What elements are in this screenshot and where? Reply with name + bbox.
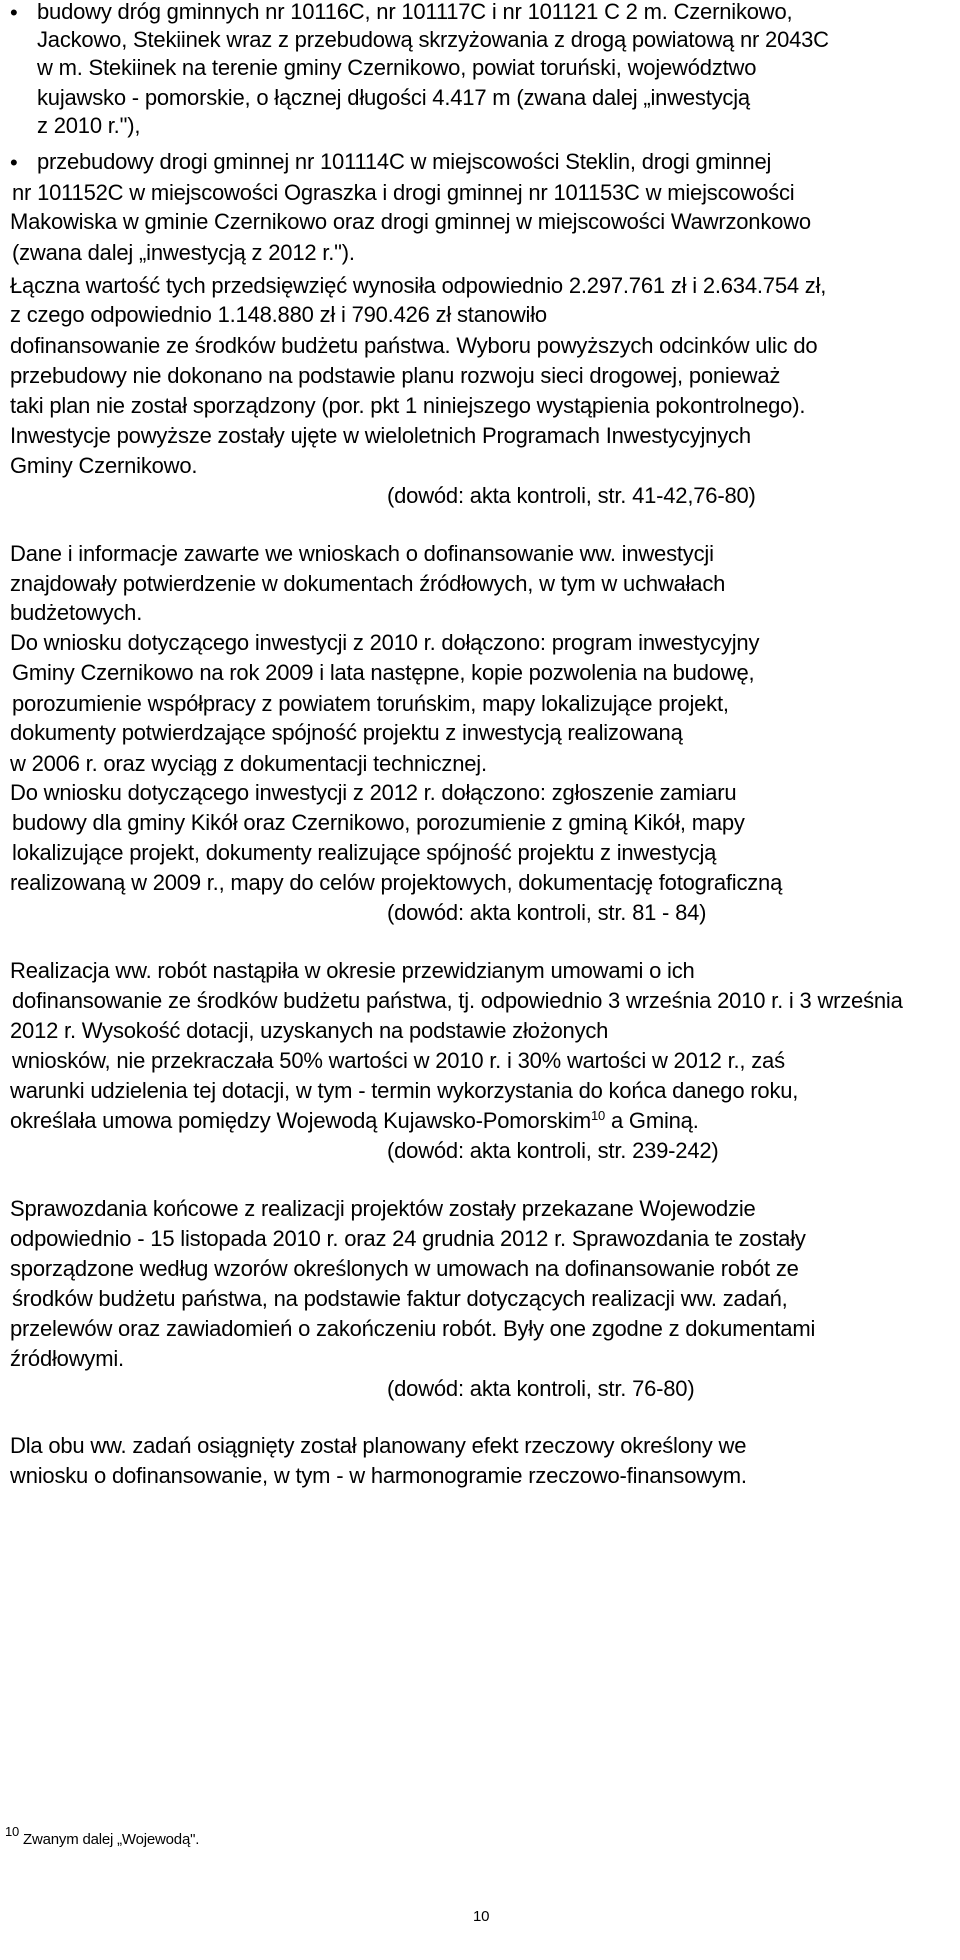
para2-line: Do wniosku dotyczącego inwestycji z 2010 r. dołączono: program inwestycyjny — [10, 630, 760, 655]
para4-line: sporządzone według wzorów określonych w umowach na dofinansowanie robót ze — [10, 1256, 799, 1281]
bullet2-line: Makowiska w gminie Czernikowo oraz drogi gminnej w miejscowości Wawrzonkowo — [10, 209, 811, 234]
para2-line: w 2006 r. oraz wyciąg z dokumentacji technicznej. — [10, 751, 487, 776]
evidence-reference: (dowód: akta kontroli, str. 41-42,76-80) — [387, 483, 756, 508]
footnote — [5, 1824, 200, 1849]
para1-line: z czego odpowiednio 1.148.880 zł i 790.426 zł stanowiło — [10, 302, 547, 327]
para2-line: Dane i informacje zawarte we wnioskach o dofinansowanie ww. inwestycji — [10, 541, 714, 566]
bullet2-line: przebudowy drogi gminnej nr 101114C w miejscowości Steklin, drogi gminnej — [37, 149, 772, 174]
bullet1-line: budowy dróg gminnych nr 10116C, nr 101117C i nr 101121 C 2 m. Czernikowo, — [37, 0, 793, 24]
footnote-number: 10 — [5, 1824, 20, 1839]
para1-line: Łączna wartość tych przedsięwzięć wynosiła odpowiednio 2.297.761 zł i 2.634.754 zł, — [10, 273, 827, 298]
para1-line: Gminy Czernikowo. — [10, 453, 198, 478]
para2-line: budowy dla gminy Kikół oraz Czernikowo, porozumienie z gminą Kikół, mapy — [12, 810, 745, 835]
bullet1-line: Jackowo, Stekiinek wraz z przebudową skrzyżowania z drogą powiatową nr 2043C — [37, 27, 829, 52]
para3-line: 2012 r. Wysokość dotacji, uzyskanych na podstawie złożonych — [10, 1018, 609, 1043]
footnote-text: Zwanym dalej „Wojewodą". — [19, 1831, 200, 1848]
para2-line: lokalizujące projekt, dokumenty realizujące spójność projektu z inwestycją — [12, 840, 717, 865]
para2-line: Gminy Czernikowo na rok 2009 i lata następne, kopie pozwolenia na budowę, — [12, 660, 755, 685]
para4-line: odpowiednio - 15 listopada 2010 r. oraz 24 grudnia 2012 r. Sprawozdania te zostały — [10, 1226, 806, 1251]
para4-line: przelewów oraz zawiadomień o zakończeniu robót. Były one zgodne z dokumentami — [10, 1316, 816, 1341]
para3-line: dofinansowanie ze środków budżetu państwa, tj. odpowiednio 3 września 2010 r. i 3 września — [12, 988, 903, 1013]
page-number: 10 — [473, 1908, 490, 1925]
para5-line: Dla obu ww. zadań osiągnięty został planowany efekt rzeczowy określony we — [10, 1433, 747, 1458]
bullet1-line: kujawsko - pomorskie, o łącznej długości 4.417 m (zwana dalej „inwestycją — [37, 85, 750, 110]
footnote-reference[interactable]: 10 — [590, 1108, 606, 1123]
para2-line: budżetowych. — [10, 600, 143, 625]
evidence-reference: (dowód: akta kontroli, str. 239-242) — [387, 1138, 719, 1163]
para5-line: wniosku o dofinansowanie, w tym - w harmonogramie rzeczowo-finansowym. — [10, 1463, 747, 1488]
para3-line: Realizacja ww. robót nastąpiła w okresie przewidzianym umowami o ich — [10, 958, 695, 983]
para2-line: znajdowały potwierdzenie w dokumentach źródłowych, w tym w uchwałach — [10, 571, 726, 596]
bullet1-line: w m. Stekiinek na terenie gminy Czernikowo, powiat toruński, województwo — [37, 55, 757, 80]
para1-line: taki plan nie został sporządzony (por. pkt 1 niniejszego wystąpienia pokontrolnego). — [10, 393, 806, 418]
bullet-marker: • — [10, 150, 18, 175]
bullet2-line: nr 101152C w miejscowości Ograszka i drogi gminnej nr 101153C w miejscowości — [12, 180, 795, 205]
para4-line: środków budżetu państwa, na podstawie faktur dotyczących realizacji ww. zadań, — [12, 1286, 788, 1311]
para2-line: Do wniosku dotyczącego inwestycji z 2012 r. dołączono: zgłoszenie zamiaru — [10, 780, 737, 805]
para1-line: przebudowy nie dokonano na podstawie planu rozwoju sieci drogowej, ponieważ — [10, 363, 781, 388]
evidence-reference: (dowód: akta kontroli, str. 81 - 84) — [387, 900, 707, 925]
para3-line: wniosków, nie przekraczała 50% wartości w 2010 r. i 30% wartości w 2012 r., zaś — [12, 1048, 785, 1073]
para4-line: Sprawozdania końcowe z realizacji projektów zostały przekazane Wojewodzie — [10, 1196, 756, 1221]
bullet-marker: • — [10, 0, 18, 25]
para1-line: dofinansowanie ze środków budżetu państwa. Wyboru powyższych odcinków ulic do — [10, 333, 818, 358]
para2-line: dokumenty potwierdzające spójność projektu z inwestycją realizowaną — [10, 720, 683, 745]
bullet1-line: z 2010 r."), — [37, 113, 141, 138]
para3-line — [10, 1109, 699, 1133]
bullet2-line: (zwana dalej „inwestycją z 2012 r."). — [12, 240, 355, 265]
para2-line: porozumienie współpracy z powiatem toruńskim, mapy lokalizujące projekt, — [12, 691, 729, 716]
para4-line: źródłowymi. — [10, 1346, 124, 1371]
para1-line: Inwestycje powyższe zostały ujęte w wieloletnich Programach Inwestycyjnych — [10, 423, 751, 448]
para3-line: warunki udzielenia tej dotacji, w tym - termin wykorzystania do końca danego roku, — [10, 1078, 799, 1103]
evidence-reference: (dowód: akta kontroli, str. 76-80) — [387, 1376, 695, 1401]
para3-line-text: a Gminą. — [605, 1108, 699, 1133]
para3-line-text: określała umowa pomiędzy Wojewodą Kujawsko-Pomorskim — [10, 1108, 591, 1133]
para2-line: realizowaną w 2009 r., mapy do celów projektowych, dokumentację fotograficzną — [10, 870, 783, 895]
